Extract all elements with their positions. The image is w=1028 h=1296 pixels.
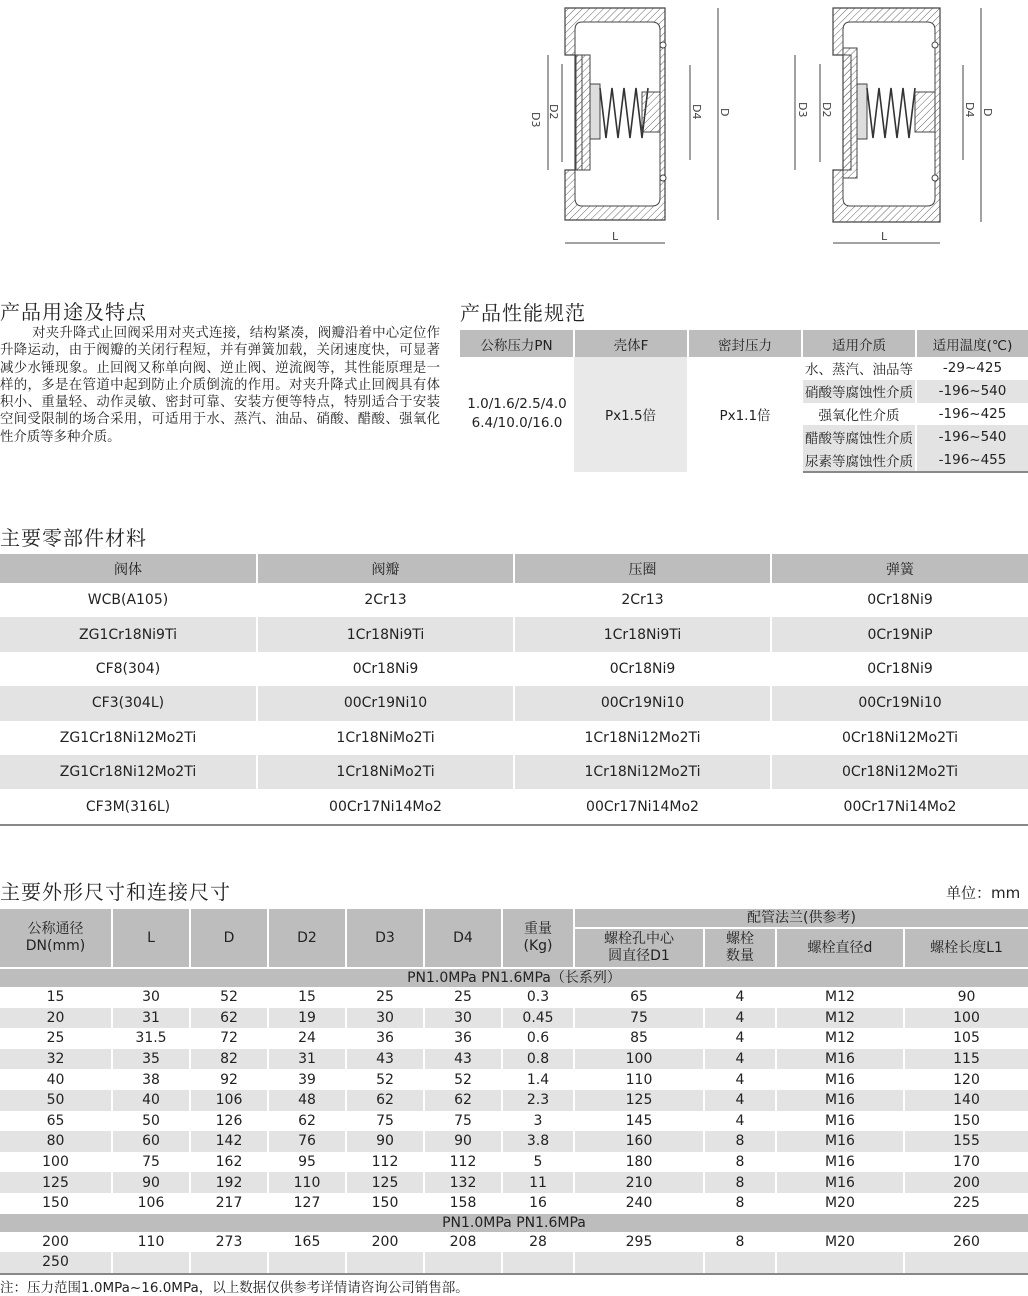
cell-d1: 160 [574, 1131, 704, 1152]
cell-ring: 1Cr18Ni12Mo2Ti [514, 721, 771, 755]
cell-d3: 25 [346, 987, 424, 1008]
cell-body: WCB(A105) [0, 583, 257, 617]
header-seal: 密封压力 [688, 330, 802, 357]
cell-weight: 5 [502, 1152, 574, 1173]
cell-weight: 16 [502, 1193, 574, 1214]
header-dn-line-2: DN(mm) [25, 938, 86, 954]
cell-bolt-d: M16 [776, 1090, 904, 1111]
cell-spring: 00Cr17Ni14Mo2 [771, 789, 1028, 824]
cell-dn: 65 [0, 1111, 112, 1132]
materials-table [0, 554, 1028, 826]
cell-bolt-qty: 8 [704, 1152, 776, 1173]
cell-d1: 65 [574, 987, 704, 1008]
usage-paragraph: 对夹升降式止回阀采用对夹式连接，结构紧凑，阀瓣沿着中心定位作升降运动，由于阀瓣的关闭行程短，并有弹簧加载，关闭速度快，可显著减少水锤现象。止回阀又称单向阀、逆止阀、逆流阀等，其性能原理是一样的，多是在管道中起到防止介质倒流的作用。对夹升降式止回阀具有体积小、重量轻、动作灵敏、密封可靠、安装方便等特点，特别适合于安装空间受限制的场合采用，可适用于水、蒸汽、油品、硝酸、醋酸、强氧化性介质等多种介质。 [0, 326, 440, 445]
table-row [0, 1152, 1028, 1173]
cell-d2: 127 [268, 1193, 346, 1214]
cell-d2 [268, 1252, 346, 1274]
cell-dn: 50 [0, 1090, 112, 1111]
header-spring: 弹簧 [771, 554, 1028, 583]
cell-d2: 15 [268, 987, 346, 1008]
pn-cell [460, 357, 574, 472]
cell-d2: 62 [268, 1111, 346, 1132]
cell-bolt-l: 225 [953, 1195, 980, 1212]
cell-bolt-qty: 8 [704, 1193, 776, 1214]
cell-l: 31 [112, 1008, 190, 1029]
cell-d3: 150 [346, 1193, 424, 1214]
cell-d: 126 [190, 1111, 268, 1132]
cell-d2: 95 [268, 1152, 346, 1173]
cell-dn: 32 [0, 1049, 112, 1070]
dim-label-d: D [718, 108, 731, 117]
cell-disc: 1Cr18NiMo2Ti [257, 721, 514, 755]
cell-bolt-d: M16 [776, 1049, 904, 1070]
shell-cell: Px1.5倍 [574, 357, 688, 472]
temp-cell: -196~455 [916, 448, 1028, 472]
header-qty-line-2: 数量 [726, 948, 754, 964]
cell-d: 52 [190, 987, 268, 1008]
cell-weight: 0.6 [502, 1028, 574, 1049]
dim-label-d4: D4 [963, 102, 976, 118]
cell-disc: 00Cr17Ni14Mo2 [257, 789, 514, 824]
dim-label-d4: D4 [690, 104, 703, 120]
cell-spring: 00Cr19Ni10 [771, 686, 1028, 720]
cell-d4: 75 [424, 1111, 502, 1132]
table-row [0, 1090, 1028, 1111]
cell-body: ZG1Cr18Ni9Ti [0, 617, 257, 651]
media-cell: 醋酸等腐蚀性介质 [802, 425, 916, 448]
cell-d: 82 [190, 1049, 268, 1070]
cell-d1: 145 [574, 1111, 704, 1132]
dim-label-d2: D2 [547, 104, 560, 120]
valve-drawing-right [785, 0, 1005, 255]
cell-bolt-l: 155 [904, 1131, 1028, 1152]
cell-d3: 200 [346, 1232, 424, 1253]
cell-bolt-l: 100 [904, 1008, 1028, 1029]
header-d: D [190, 909, 268, 968]
dim-label-d3: D3 [529, 112, 542, 128]
cell-bolt-qty: 4 [704, 1069, 776, 1090]
cell-l: 38 [112, 1069, 190, 1090]
cell-body: ZG1Cr18Ni12Mo2Ti [0, 755, 257, 789]
cell-d1 [574, 1252, 704, 1274]
cell-l: 106 [112, 1193, 190, 1214]
cell-l: 90 [112, 1172, 190, 1193]
cell-ring: 1Cr18Ni9Ti [514, 617, 771, 651]
cell-ring: 2Cr13 [514, 583, 771, 617]
header-pn: 公称压力PN [460, 330, 574, 357]
cell-bolt-l: 200 [904, 1172, 1028, 1193]
cell-bolt-l: 140 [904, 1090, 1028, 1111]
cell-dn: 20 [0, 1008, 112, 1029]
cell-d3: 90 [346, 1131, 424, 1152]
cell-d3: 125 [346, 1172, 424, 1193]
pressure-band-2 [0, 1214, 1028, 1232]
cell-dn: 25 [0, 1028, 112, 1049]
table-row [0, 987, 1028, 1008]
header-l: L [112, 909, 190, 968]
dimensions-title: 主要外形尺寸和连接尺寸 [0, 880, 231, 904]
cell-weight: 0.45 [502, 1008, 574, 1029]
cell-bolt-d [776, 1252, 904, 1274]
pressure-band-1 [0, 968, 1028, 987]
cell-bolt-l: 170 [953, 1154, 980, 1171]
cell-bolt-d: M16 [776, 1111, 904, 1132]
media-cell: 尿素等腐蚀性介质 [802, 448, 916, 472]
cell-bolt-d: M16 [776, 1069, 904, 1090]
unit-label: 单位：mm [946, 884, 1021, 902]
cell-disc: 2Cr13 [257, 583, 514, 617]
header-dn [0, 909, 112, 968]
header-weight [502, 909, 574, 968]
cell-disc: 0Cr18Ni9 [257, 652, 514, 686]
cell-d3: 112 [346, 1152, 424, 1173]
cell-weight: 0.3 [502, 987, 574, 1008]
header-d2: D2 [268, 909, 346, 968]
performance-title: 产品性能规范 [460, 301, 586, 325]
cell-spring: 0Cr18Ni12Mo2Ti [771, 755, 1028, 789]
performance-header-row [460, 330, 1028, 357]
cell-bolt-d: M20 [776, 1193, 904, 1214]
cell-l: 35 [112, 1049, 190, 1070]
cell-l: 60 [112, 1131, 190, 1152]
header-weight-line-2: (Kg) [523, 938, 553, 954]
cell-spring: 0Cr18Ni12Mo2Ti [842, 729, 958, 746]
cell-ring: 00Cr19Ni10 [514, 686, 771, 720]
cell-bolt-qty: 4 [704, 1049, 776, 1070]
dim-label-d2: D2 [820, 102, 833, 118]
cell-bolt-l [904, 1252, 1028, 1274]
cell-bolt-qty [704, 1252, 776, 1274]
header-flange-group: 配管法兰(供参考) [574, 909, 1028, 928]
table-row [0, 1111, 1028, 1132]
cell-d2: 76 [268, 1131, 346, 1152]
cell-d4: 36 [424, 1028, 502, 1049]
cell-d2: 39 [268, 1069, 346, 1090]
cell-d3: 36 [346, 1028, 424, 1049]
temp-cell: -196~540 [916, 425, 1028, 448]
dimensions-table [0, 909, 1028, 1275]
cell-spring: 0Cr19NiP [771, 617, 1028, 651]
cell-bolt-qty: 4 [704, 1090, 776, 1111]
cell-d: 273 [190, 1232, 268, 1253]
cell-l: 40 [112, 1090, 190, 1111]
header-d1-line-2: 圆直径D1 [608, 948, 670, 964]
cell-d1: 125 [574, 1090, 704, 1111]
usage-title: 产品用途及特点 [0, 300, 147, 324]
header-media: 适用介质 [802, 330, 916, 357]
cell-d3: 75 [346, 1111, 424, 1132]
cell-d3 [346, 1252, 424, 1274]
cell-bolt-qty: 4 [704, 1028, 776, 1049]
cell-dn: 40 [0, 1069, 112, 1090]
cell-d: 192 [190, 1172, 268, 1193]
header-dn-line-1: 公称通径 [27, 921, 84, 937]
cell-bolt-d: M12 [776, 1028, 904, 1049]
cell-dn: 150 [0, 1193, 112, 1214]
cell-bolt-d: M12 [776, 1008, 904, 1029]
performance-table [460, 330, 1028, 473]
cell-d [190, 1252, 268, 1274]
cell-weight: 11 [502, 1172, 574, 1193]
cell-d4: 30 [424, 1008, 502, 1029]
header-disc: 阀瓣 [257, 554, 514, 583]
cell-d4: 90 [424, 1131, 502, 1152]
cell-disc: 1Cr18NiMo2Ti [257, 755, 514, 789]
cell-d1: 180 [574, 1152, 704, 1173]
cell-d3: 52 [346, 1069, 424, 1090]
header-ring: 压圈 [514, 554, 771, 583]
cell-d3: 62 [346, 1090, 424, 1111]
materials-title: 主要零部件材料 [0, 526, 147, 550]
table-row [0, 755, 1028, 789]
cell-d4: 158 [424, 1193, 502, 1214]
cell-spring: 0Cr18Ni9 [867, 660, 933, 677]
cell-bolt-d: M16 [776, 1152, 904, 1173]
cell-bolt-d: M16 [776, 1131, 904, 1152]
cell-d1: 295 [574, 1232, 704, 1253]
cell-bolt-d: M20 [776, 1232, 904, 1253]
header-d4: D4 [424, 909, 502, 968]
cell-bolt-qty: 4 [704, 1111, 776, 1132]
dim-label-l: L [612, 230, 619, 243]
table-row [460, 357, 1028, 380]
cell-d: 92 [190, 1069, 268, 1090]
cell-dn: 250 [0, 1252, 112, 1274]
materials-header-row [0, 554, 1028, 583]
header-bolt-d: 螺栓直径d [776, 928, 904, 968]
cell-d4: 112 [424, 1152, 502, 1173]
table-row [0, 1049, 1028, 1070]
header-weight-line-1: 重量 [524, 921, 552, 937]
cell-d2: 31 [268, 1049, 346, 1070]
cell-l: 75 [112, 1152, 190, 1173]
cell-bolt-d: M12 [776, 987, 904, 1008]
cell-l: 30 [112, 987, 190, 1008]
cell-weight: 28 [502, 1232, 574, 1253]
cell-dn: 125 [0, 1172, 112, 1193]
table-row [0, 1172, 1028, 1193]
header-d1-line-1: 螺栓孔中心 [604, 931, 674, 947]
temp-cell: -196~425 [916, 403, 1028, 426]
cell-ring: 0Cr18Ni9 [514, 652, 771, 686]
cell-d2: 110 [268, 1172, 346, 1193]
table-row [0, 789, 1028, 824]
cell-disc: 1Cr18Ni9Ti [257, 617, 514, 651]
table-row [0, 583, 1028, 617]
cell-bolt-qty: 8 [704, 1172, 776, 1193]
cell-weight: 3.8 [502, 1131, 574, 1152]
table-row [0, 1193, 1028, 1214]
cell-weight: 2.3 [502, 1090, 574, 1111]
cell-dn: 100 [0, 1152, 112, 1173]
cell-d4: 52 [424, 1069, 502, 1090]
table-row [0, 1232, 1028, 1253]
cell-d: 162 [190, 1152, 268, 1173]
cell-ring: 1Cr18Ni12Mo2Ti [514, 755, 771, 789]
cell-d1: 85 [574, 1028, 704, 1049]
media-cell: 硝酸等腐蚀性介质 [802, 380, 916, 403]
cell-body: CF3M(316L) [0, 789, 257, 824]
cell-l: 110 [112, 1232, 190, 1253]
pn-line-1: 1.0/1.6/2.5/4.0 [467, 396, 567, 413]
cell-bolt-qty: 4 [704, 1008, 776, 1029]
table-row [0, 686, 1028, 720]
header-body: 阀体 [0, 554, 257, 583]
cell-d4: 208 [424, 1232, 502, 1253]
valve-drawing-left [520, 0, 735, 255]
cell-d4 [424, 1252, 502, 1274]
cell-dn: 15 [0, 987, 112, 1008]
table-row [0, 617, 1028, 651]
header-qty-line-1: 螺栓 [726, 931, 754, 947]
cell-d4: 62 [424, 1090, 502, 1111]
cell-bolt-l: 260 [953, 1233, 980, 1250]
cell-l [112, 1252, 190, 1274]
cell-l: 50 [112, 1111, 190, 1132]
cell-bolt-l: 105 [953, 1030, 980, 1047]
pressure-band-1-label: PN1.0MPa PN1.6MPa（长系列） [0, 968, 1028, 987]
cell-bolt-qty: 4 [704, 987, 776, 1008]
dim-header-row-1 [0, 909, 1028, 928]
cell-d3: 30 [346, 1008, 424, 1029]
cell-d: 106 [190, 1090, 268, 1111]
cell-d: 62 [190, 1008, 268, 1029]
cell-weight: 1.4 [502, 1069, 574, 1090]
cell-d2: 165 [268, 1232, 346, 1253]
cell-ring: 00Cr17Ni14Mo2 [514, 789, 771, 824]
cell-bolt-l: 150 [953, 1112, 980, 1129]
table-row [0, 652, 1028, 686]
cell-d2: 48 [268, 1090, 346, 1111]
cell-bolt-l: 90 [957, 989, 976, 1006]
cell-bolt-qty: 8 [704, 1232, 776, 1253]
header-d1 [574, 928, 704, 968]
temp-cell: -196~540 [916, 380, 1028, 403]
table-row [0, 721, 1028, 755]
header-bolt-qty [704, 928, 776, 968]
cell-d4: 132 [424, 1172, 502, 1193]
header-shell: 壳体F [574, 330, 688, 357]
header-temp: 适用温度(℃) [916, 330, 1028, 357]
cell-l: 31.5 [112, 1028, 190, 1049]
cell-bolt-l: 120 [953, 1071, 980, 1088]
cell-d4: 43 [424, 1049, 502, 1070]
cell-d1: 75 [574, 1008, 704, 1029]
cell-weight: 0.8 [502, 1049, 574, 1070]
dim-label-d: D [981, 108, 994, 117]
header-d3: D3 [346, 909, 424, 968]
cell-dn: 80 [0, 1131, 112, 1152]
media-cell: 强氧化性介质 [802, 403, 916, 426]
cell-bolt-l: 115 [904, 1049, 1028, 1070]
seal-cell: Px1.1倍 [688, 357, 802, 472]
cell-d1: 240 [574, 1193, 704, 1214]
cell-d: 142 [190, 1131, 268, 1152]
cell-bolt-d: M16 [776, 1172, 904, 1193]
cell-d: 72 [190, 1028, 268, 1049]
cell-d4: 25 [424, 987, 502, 1008]
cell-spring: 0Cr18Ni9 [867, 592, 933, 609]
cell-d1: 100 [574, 1049, 704, 1070]
table-row [0, 1028, 1028, 1049]
dim-label-d3: D3 [796, 102, 809, 118]
cell-d1: 110 [574, 1069, 704, 1090]
table-row [0, 1252, 1028, 1274]
cell-weight: 3 [502, 1111, 574, 1132]
header-bolt-l: 螺栓长度L1 [904, 928, 1028, 968]
cell-dn: 200 [0, 1232, 112, 1253]
cell-weight [502, 1252, 574, 1274]
cell-d3: 43 [346, 1049, 424, 1070]
cell-bolt-qty: 8 [704, 1131, 776, 1152]
pn-line-2: 6.4/10.0/16.0 [471, 415, 563, 432]
cell-body: CF3(304L) [0, 686, 257, 720]
cell-d: 217 [190, 1193, 268, 1214]
cell-body: CF8(304) [0, 652, 257, 686]
table-row [0, 1131, 1028, 1152]
cell-d1: 210 [574, 1172, 704, 1193]
cell-disc: 00Cr19Ni10 [257, 686, 514, 720]
cell-d2: 19 [268, 1008, 346, 1029]
cell-d2: 24 [268, 1028, 346, 1049]
dim-label-l: L [881, 230, 888, 243]
table-row [0, 1069, 1028, 1090]
pressure-band-2-label: PN1.0MPa PN1.6MPa [0, 1214, 1028, 1232]
media-cell: 水、蒸汽、油品等 [802, 357, 916, 380]
temp-cell: -29~425 [916, 357, 1028, 380]
footnote: 注：压力范围1.0MPa~16.0MPa，以上数据仅供参考详情请咨询公司销售部。 [0, 1280, 469, 1296]
table-row [0, 1008, 1028, 1029]
cell-body: ZG1Cr18Ni12Mo2Ti [0, 721, 257, 755]
